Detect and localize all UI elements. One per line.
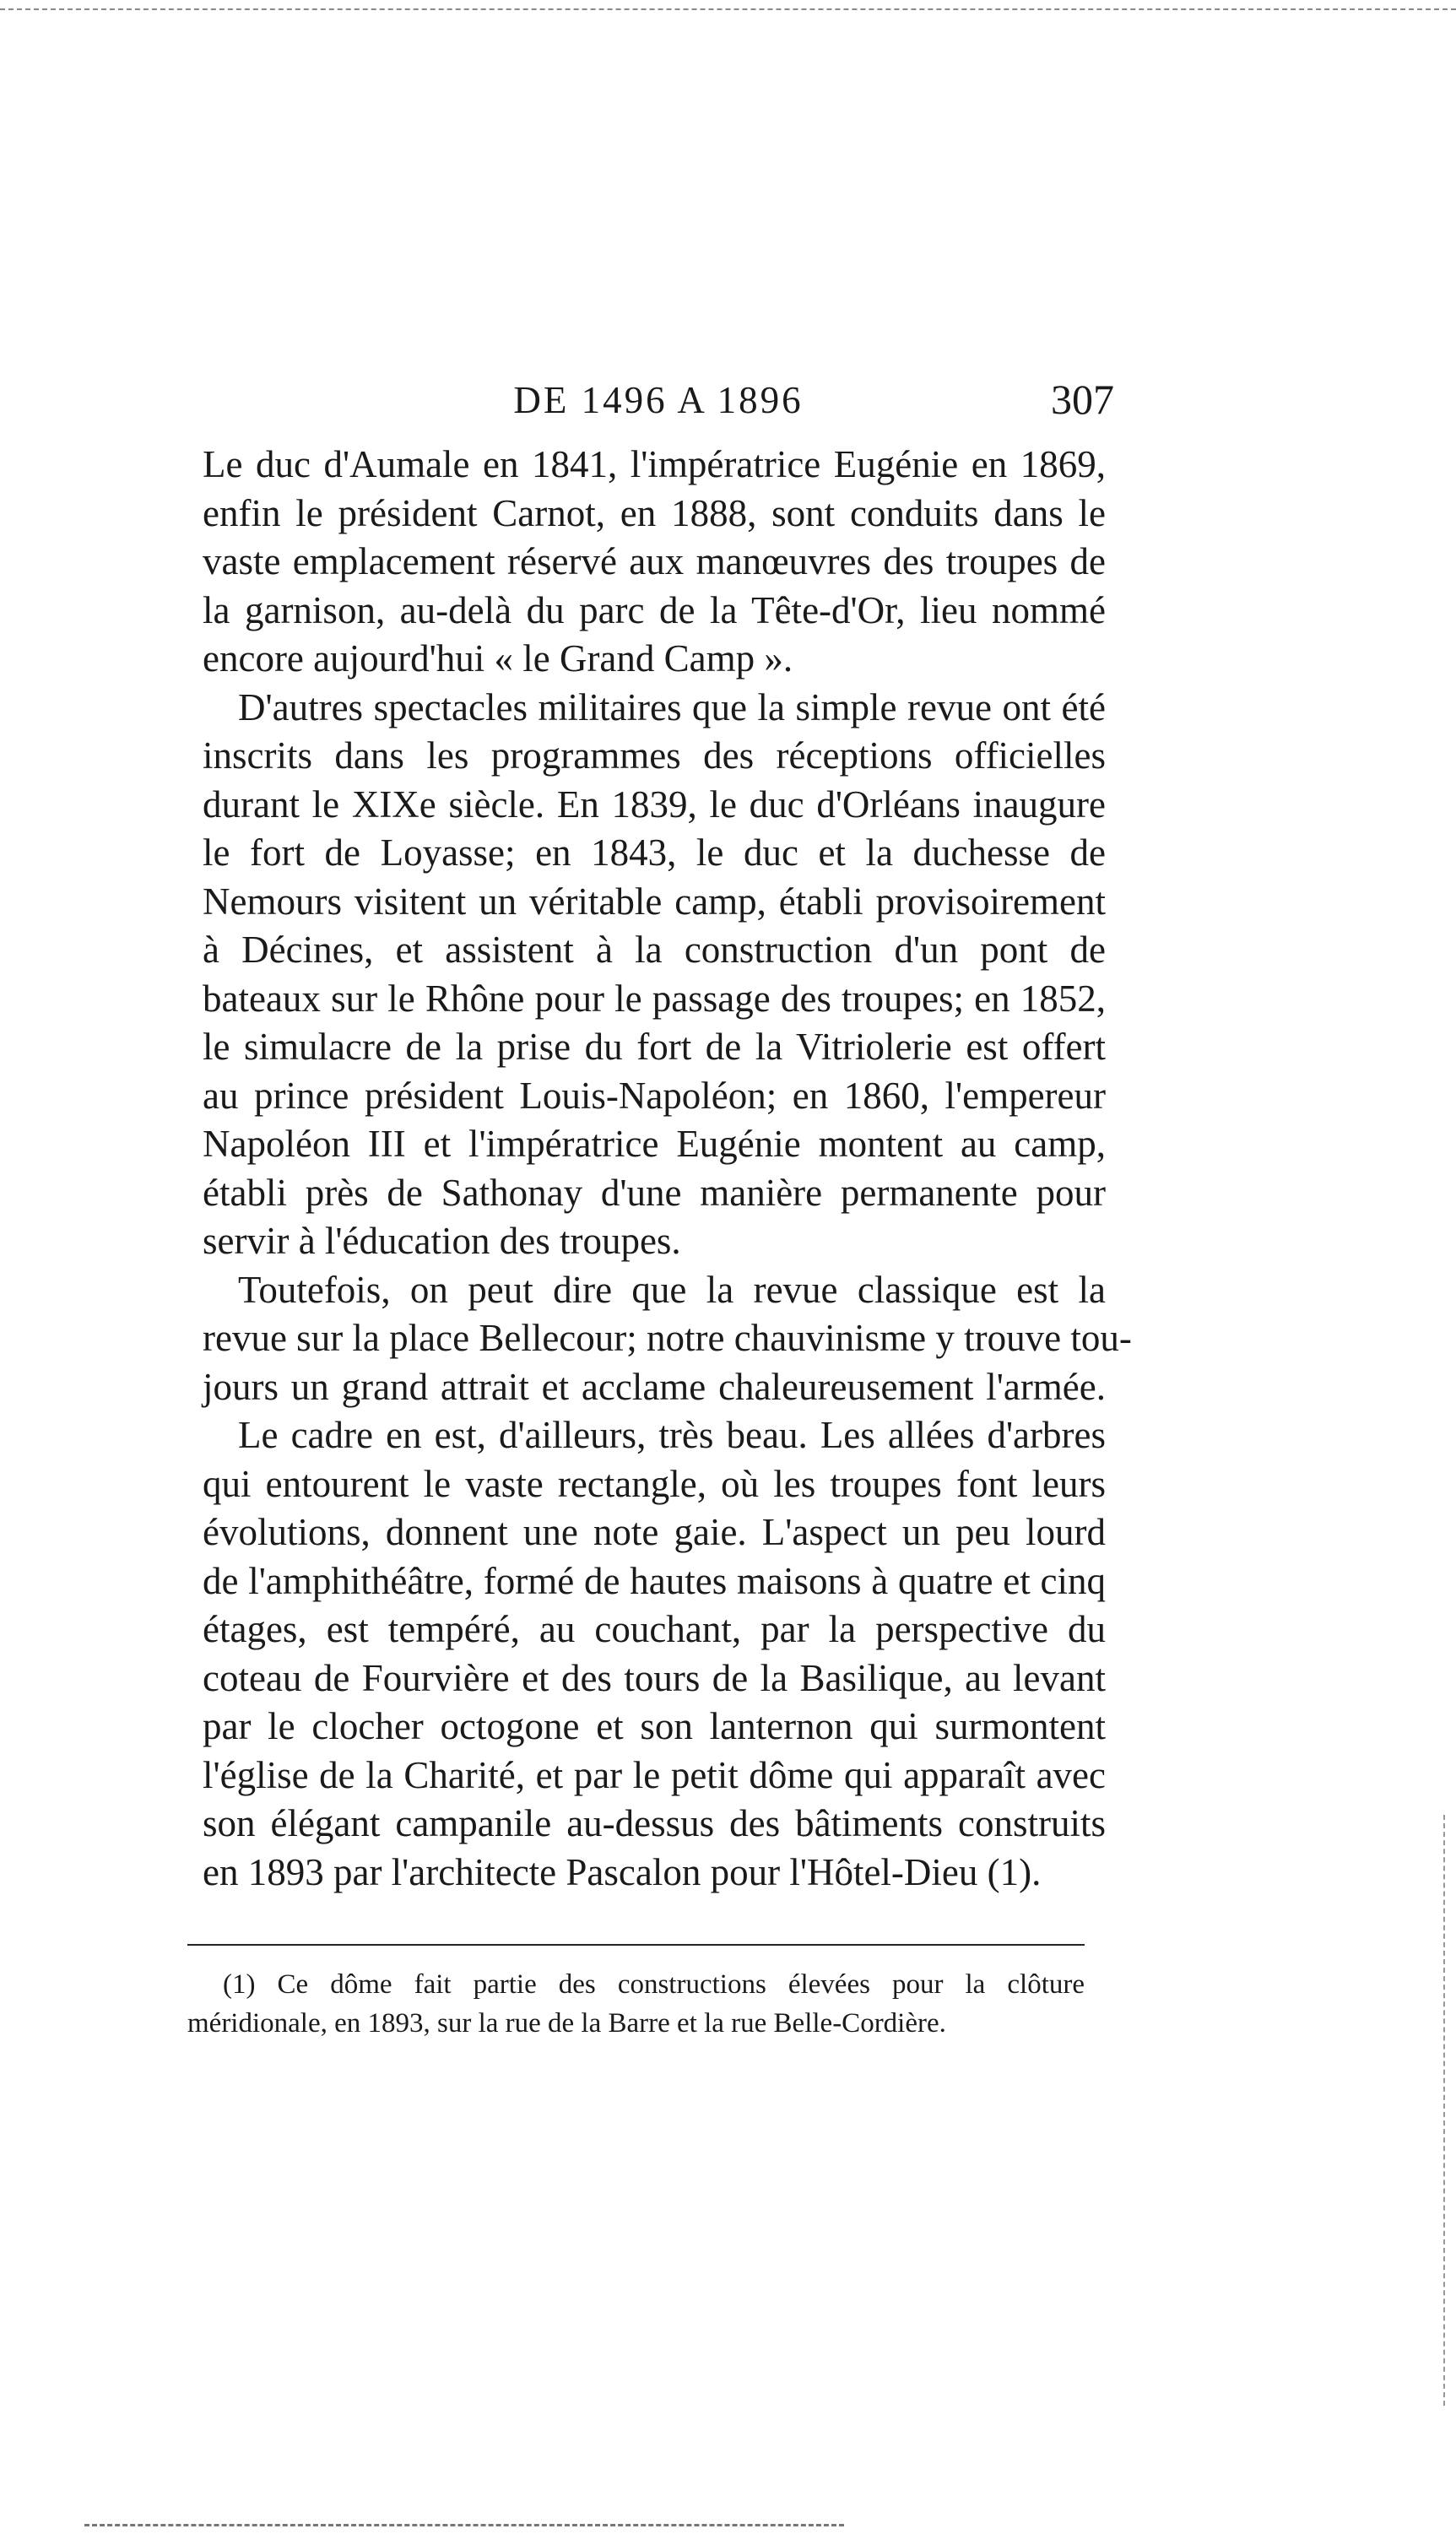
- footnote-rule: [187, 1944, 1085, 1946]
- text-line: bateaux sur le Rhône pour le passage des troupes; en 1852,: [203, 977, 1106, 1020]
- text-line: Napoléon III et l'impératrice Eugénie montent au camp,: [203, 1123, 1106, 1165]
- text-line: le simulacre de la prise du fort de la Vitriolerie est offert: [203, 1026, 1106, 1068]
- footnote: [187, 1965, 1085, 2043]
- text-line: inscrits dans les programmes des réceptions officielles: [203, 734, 1106, 777]
- text-line: à Décines, et assistent à la construction d'un pont de: [203, 929, 1106, 971]
- text-line: l'église de la Charité, et par le petit dôme qui apparaît avec: [203, 1753, 1106, 1796]
- text-line: D'autres spectacles militaires que la simple revue ont été: [238, 685, 1106, 728]
- footnote-line: méridionale, en 1893, sur la rue de la Barre et la rue Belle-Cordière.: [187, 2008, 946, 2039]
- page-edge-bottom: [84, 2524, 844, 2526]
- page-edge-right: [1443, 1815, 1445, 2406]
- text-line: le fort de Loyasse; en 1843, le duc et la duchesse de: [203, 831, 1106, 874]
- text-line: Le cadre en est, d'ailleurs, très beau. Les allées d'arbres: [238, 1414, 1106, 1456]
- text-line: enfin le président Carnot, en 1888, sont conduits dans le: [203, 491, 1106, 534]
- text-line: la garnison, au-delà du parc de la Tête-d'Or, lieu nommé: [203, 588, 1106, 631]
- text-line: en 1893 par l'architecte Pascalon pour l'Hôtel-Dieu (1).: [203, 1850, 1042, 1893]
- text-line: Le duc d'Aumale en 1841, l'impératrice Eugénie en 1869,: [203, 443, 1106, 485]
- text-line: par le clocher octogone et son lanternon qui surmontent: [203, 1705, 1106, 1747]
- page-header: [203, 371, 1114, 430]
- text-line: Nemours visitent un véritable camp, établi provisoirement: [203, 880, 1106, 923]
- footnote-line: (1) Ce dôme fait partie des constructions élevées pour la clôture: [223, 1969, 1085, 2000]
- text-line: évolutions, donnent une note gaie. L'aspect un peu lourd: [203, 1511, 1106, 1553]
- main-text: [203, 441, 1132, 1897]
- text-line: son élégant campanile au-dessus des bâtiments construits: [203, 1802, 1106, 1844]
- text-line: qui entourent le vaste rectangle, où les troupes font leurs: [203, 1462, 1106, 1505]
- text-line: servir à l'éducation des troupes.: [203, 1220, 681, 1262]
- text-line: revue sur la place Bellecour; notre chauvinisme y trouve tou-: [203, 1317, 1132, 1359]
- page-edge-top: [0, 8, 1456, 10]
- page-number: 307: [1051, 376, 1114, 423]
- text-line: Toutefois, on peut dire que la revue classique est la: [238, 1268, 1106, 1311]
- running-head: DE 1496 A 1896: [513, 379, 804, 421]
- text-line: jours un grand attrait et acclame chaleureusement l'armée.: [203, 1365, 1106, 1408]
- text-line: de l'amphithéâtre, formé de hautes maisons à quatre et cinq: [203, 1559, 1106, 1602]
- text-line: étages, est tempéré, au couchant, par la perspective du: [203, 1608, 1106, 1650]
- text-line: encore aujourd'hui « le Grand Camp ».: [203, 637, 793, 680]
- text-line: vaste emplacement réservé aux manœuvres des troupes de: [203, 540, 1106, 582]
- text-line: durant le XIXe siècle. En 1839, le duc d'Orléans inaugure: [203, 782, 1106, 826]
- text-line: au prince président Louis-Napoléon; en 1860, l'empereur: [203, 1074, 1106, 1117]
- text-line: coteau de Fourvière et des tours de la Basilique, au levant: [203, 1656, 1106, 1699]
- text-line: établi près de Sathonay d'une manière permanente pour: [203, 1171, 1106, 1214]
